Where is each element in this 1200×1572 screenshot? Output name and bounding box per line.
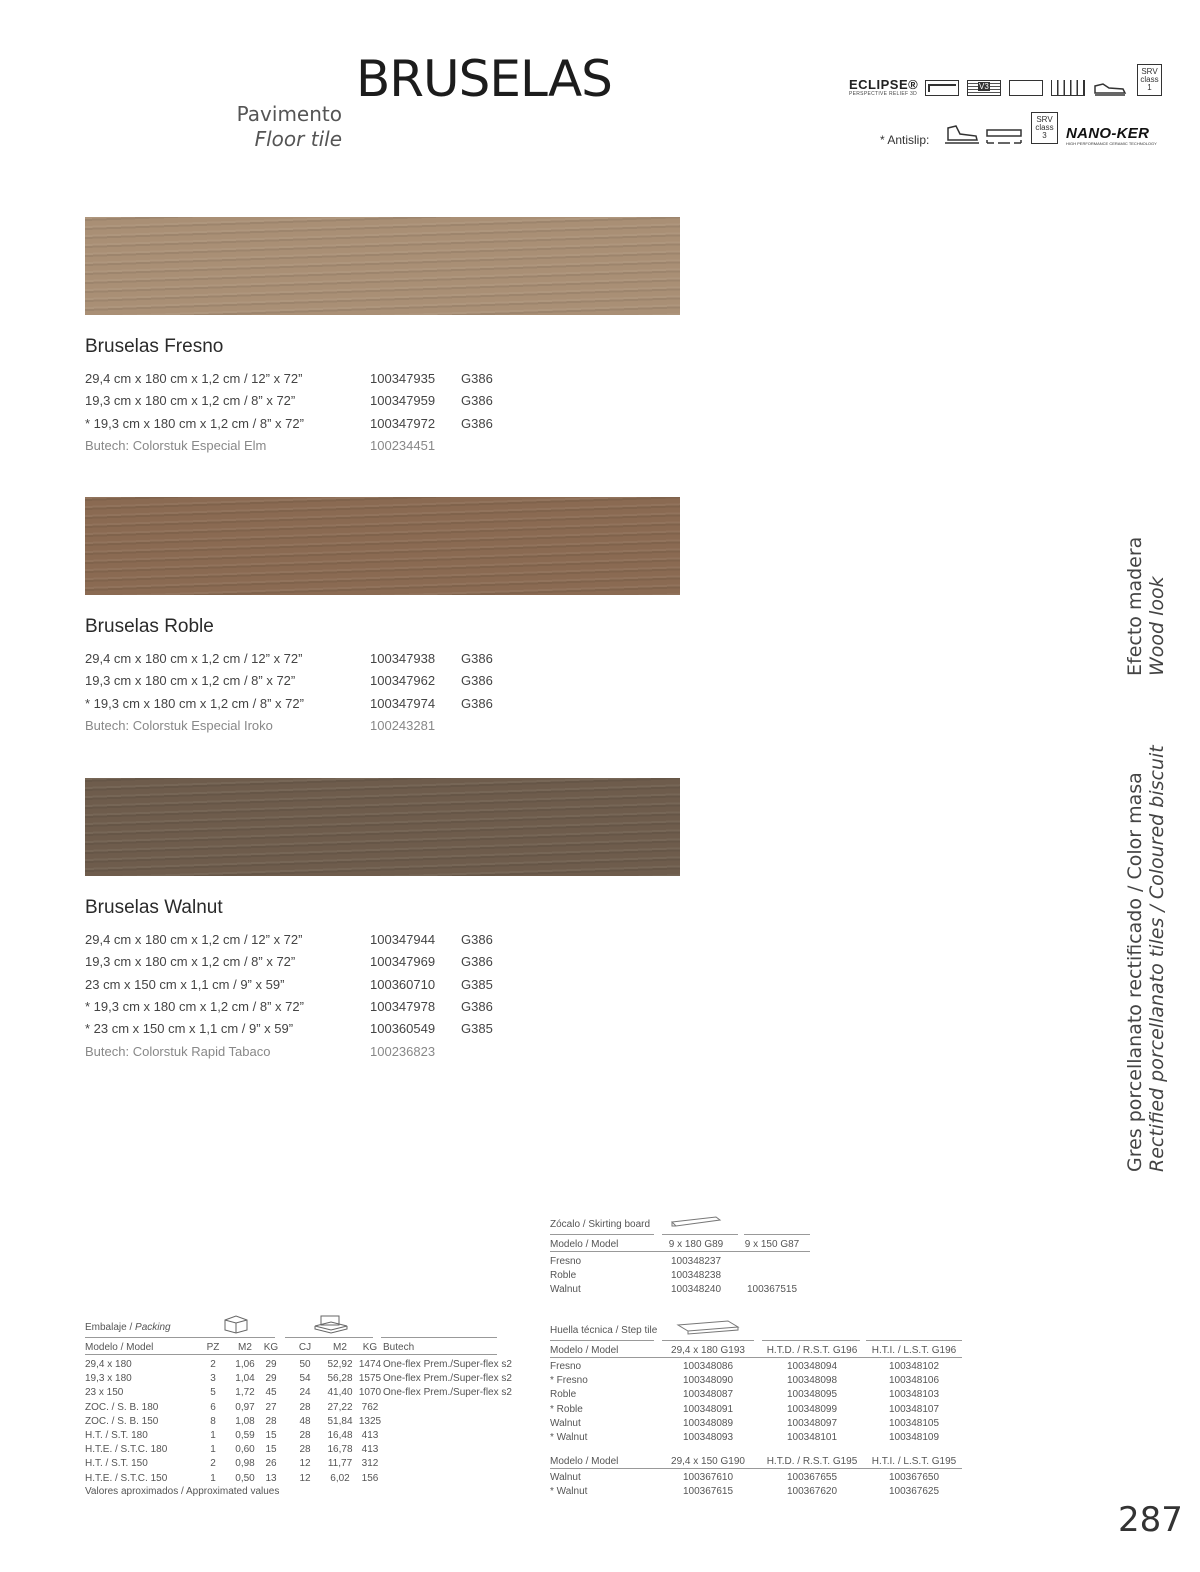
step-header: H.T.D. / R.S.T. G195 xyxy=(766,1456,858,1467)
packing-cell: 1,06 xyxy=(235,1359,255,1370)
price-group: G386 xyxy=(461,998,493,1014)
product-size-row xyxy=(85,1021,685,1039)
price-group: G385 xyxy=(461,1021,493,1037)
packing-cell: 28 xyxy=(299,1444,311,1456)
product-size-row xyxy=(85,673,685,691)
packing-cell: 27 xyxy=(265,1401,277,1413)
v3-variation-icon: V3 xyxy=(967,80,1001,96)
table-rule xyxy=(85,1337,275,1338)
packing-cell: 13 xyxy=(265,1472,277,1484)
step-cell: 100348106 xyxy=(888,1375,940,1387)
product-size-row xyxy=(85,954,685,972)
price-group: G386 xyxy=(461,393,493,409)
step-cell: Walnut xyxy=(550,1417,581,1429)
skirting-cell: 100348238 xyxy=(670,1270,722,1282)
packing-header: CJ xyxy=(298,1342,312,1353)
packing-cell: 2 xyxy=(210,1458,216,1470)
packing-cell: 1575 xyxy=(358,1373,382,1385)
packing-cell: 28 xyxy=(299,1430,311,1441)
packing-cell: 15 xyxy=(265,1444,277,1456)
packing-cell: 52,92 xyxy=(327,1359,353,1370)
packing-cell: 45 xyxy=(265,1387,277,1399)
table-rule xyxy=(285,1337,373,1338)
packing-cell: 11,77 xyxy=(327,1458,353,1470)
packing-header: Butech xyxy=(383,1342,415,1353)
packing-cell: 16,78 xyxy=(327,1444,353,1456)
packing-cell: 1474 xyxy=(358,1359,382,1370)
skirting-cell: 100348237 xyxy=(670,1256,722,1267)
size-dimensions: 19,3 cm x 180 cm x 1,2 cm / 8” x 72” xyxy=(85,393,296,409)
packing-cell: 0,97 xyxy=(235,1401,255,1413)
size-dimensions: * 19,3 cm x 180 cm x 1,2 cm / 8” x 72” xyxy=(85,695,304,711)
srv-class3-badge: SRV class 3 xyxy=(1031,112,1058,144)
price-group: G386 xyxy=(461,415,493,431)
skirting-title: Zócalo / Skirting board xyxy=(550,1219,651,1230)
skirting-board-icon xyxy=(670,1214,722,1233)
price-group: G386 xyxy=(461,932,493,947)
butech-code: 100243281 xyxy=(370,717,436,733)
packing-cell: 0,98 xyxy=(235,1458,255,1470)
product-name: Bruselas Walnut xyxy=(85,897,223,918)
size-dimensions: * 19,3 cm x 180 cm x 1,2 cm / 8” x 72” xyxy=(85,998,304,1014)
packing-cell: One-flex Prem./Super-flex s2 xyxy=(383,1373,512,1385)
skirting-header: Modelo / Model xyxy=(550,1239,619,1250)
packing-cell: 413 xyxy=(361,1430,379,1441)
packing-cell: 26 xyxy=(265,1458,277,1470)
step-cell: 100348103 xyxy=(888,1389,940,1401)
product-code: 100347962 xyxy=(370,673,436,689)
size-dimensions: 23 cm x 150 cm x 1,1 cm / 9” x 59” xyxy=(85,976,285,992)
packing-cell: 1,72 xyxy=(235,1387,255,1399)
product-size-row xyxy=(85,371,685,389)
table-rule xyxy=(550,1357,962,1358)
side-category-en: Rectified porcellanato tiles / Coloured biscuit xyxy=(1146,745,1168,1172)
size-dimensions: 29,4 cm x 180 cm x 1,2 cm / 12” x 72” xyxy=(85,932,303,947)
packing-cell: 24 xyxy=(299,1387,311,1399)
price-group: G386 xyxy=(461,954,493,970)
tile-edge-icon xyxy=(925,80,959,96)
price-group: G386 xyxy=(461,673,493,689)
packing-cell: 23 x 150 xyxy=(85,1387,124,1399)
skirting-cell: Fresno xyxy=(550,1256,582,1267)
step-cell: 100348089 xyxy=(682,1417,734,1429)
skirting-cell: 100367515 xyxy=(746,1284,798,1296)
step-cell: 100348097 xyxy=(786,1417,838,1429)
wood-tile-swatch xyxy=(85,217,680,315)
table-rule xyxy=(550,1234,654,1235)
price-group: G385 xyxy=(461,976,493,992)
packing-cell: 2 xyxy=(210,1359,216,1370)
packing-cell: 3 xyxy=(210,1373,216,1385)
packing-cell: H.T. / S.T. 150 xyxy=(85,1458,148,1470)
butech-row xyxy=(85,1044,685,1062)
product-size-row xyxy=(85,696,685,714)
step-cell: 100348086 xyxy=(682,1361,734,1372)
packing-cell: 413 xyxy=(361,1444,379,1456)
step-cell: * Roble xyxy=(550,1403,583,1415)
table-rule xyxy=(662,1340,754,1341)
packing-cell: H.T. / S.T. 180 xyxy=(85,1430,148,1441)
size-dimensions: * 19,3 cm x 180 cm x 1,2 cm / 8” x 72” xyxy=(85,415,304,431)
antislip-shoe-icon xyxy=(944,122,980,146)
product-code: 100347938 xyxy=(370,651,436,666)
step-header: 29,4 x 180 G193 xyxy=(671,1345,745,1356)
packing-cell: 1 xyxy=(210,1430,216,1441)
nanoker-logo: NANO-KER xyxy=(1066,125,1150,142)
packing-cell: 8 xyxy=(210,1415,216,1427)
table-rule xyxy=(762,1340,860,1341)
packing-cell: 0,60 xyxy=(235,1444,255,1456)
pallet-icon xyxy=(313,1312,349,1337)
product-code: 100347978 xyxy=(370,998,436,1014)
product-code: 100347935 xyxy=(370,371,436,386)
packing-title: Embalaje / Packing xyxy=(85,1322,171,1333)
product-size-row xyxy=(85,977,685,995)
step-cell: 100348098 xyxy=(786,1375,838,1387)
nanoker-subtitle: HIGH PERFORMANCE CERAMIC TECHNOLOGY xyxy=(1066,141,1157,146)
step-cell: 100348109 xyxy=(888,1432,940,1443)
table-rule xyxy=(550,1468,962,1469)
step-cell: * Walnut xyxy=(550,1486,588,1498)
shoe-traffic-icon xyxy=(1093,77,1127,97)
table-rule xyxy=(866,1340,962,1341)
packing-cell: 29,4 x 180 xyxy=(85,1359,132,1370)
step-cell: 100367620 xyxy=(786,1486,838,1498)
step-cell: 100348099 xyxy=(786,1403,838,1415)
skirting-cell: Roble xyxy=(550,1270,577,1282)
packing-cell: 1 xyxy=(210,1472,216,1484)
packing-cell: 312 xyxy=(361,1458,379,1470)
antislip-label: * Antislip: xyxy=(880,133,930,147)
srv-class1-badge: SRV class 1 xyxy=(1137,64,1162,96)
packing-cell: 54 xyxy=(299,1373,311,1385)
packing-cell: H.T.E. / S.T.C. 180 xyxy=(85,1444,168,1456)
product-code: 100347972 xyxy=(370,415,436,431)
packing-cell: ZOC. / S. B. 150 xyxy=(85,1415,159,1427)
butech-code: 100234451 xyxy=(370,437,436,453)
packing-header: M2 xyxy=(333,1342,347,1353)
price-group: G386 xyxy=(461,651,493,666)
step-cell: Walnut xyxy=(550,1472,581,1483)
step-cell: 100367615 xyxy=(682,1486,734,1498)
step-cell: 100348102 xyxy=(888,1361,940,1372)
wall-floor-icon xyxy=(1051,80,1085,96)
packing-cell: 762 xyxy=(361,1401,379,1413)
packing-cell: 6 xyxy=(210,1401,216,1413)
step-header: Modelo / Model xyxy=(550,1345,619,1356)
packing-cell: 0,59 xyxy=(235,1430,255,1441)
step-header: H.T.I. / L.S.T. G196 xyxy=(871,1345,957,1356)
page-title: BRUSELAS xyxy=(356,50,612,108)
packing-cell: 1,08 xyxy=(235,1415,255,1427)
wood-tile-swatch xyxy=(85,778,680,876)
packing-header: KG xyxy=(263,1342,279,1353)
table-rule xyxy=(744,1234,810,1235)
box-icon xyxy=(223,1314,249,1337)
step-header: H.T.D. / R.S.T. G196 xyxy=(766,1345,858,1356)
product-code: 100347944 xyxy=(370,932,436,947)
product-code: 100347974 xyxy=(370,695,436,711)
step-cell: 100348094 xyxy=(786,1361,838,1372)
side-wood-look-es: Efecto madera xyxy=(1124,536,1146,676)
packing-cell: One-flex Prem./Super-flex s2 xyxy=(383,1359,512,1370)
size-dimensions: * 23 cm x 150 cm x 1,1 cm / 9” x 59” xyxy=(85,1021,294,1037)
step-title: Huella técnica / Step tile xyxy=(550,1325,658,1336)
packing-cell: H.T.E. / S.T.C. 150 xyxy=(85,1472,168,1484)
antislip-surface-icon xyxy=(986,128,1022,146)
step-cell: * Walnut xyxy=(550,1432,588,1443)
step-header: 29,4 x 150 G190 xyxy=(671,1456,745,1467)
packing-cell: 15 xyxy=(265,1430,277,1441)
table-rule xyxy=(550,1340,654,1341)
packing-cell: 0,50 xyxy=(235,1472,255,1484)
step-cell: Roble xyxy=(550,1389,577,1401)
packing-cell: 5 xyxy=(210,1387,216,1399)
packing-header: PZ xyxy=(206,1342,220,1353)
side-wood-look-en: Wood look xyxy=(1146,576,1168,676)
butech-label: Butech: Colorstuk Rapid Tabaco xyxy=(85,1043,271,1059)
packing-cell: 28 xyxy=(299,1401,311,1413)
price-group: G386 xyxy=(461,371,493,386)
step-cell: 100367625 xyxy=(888,1486,940,1498)
product-code: 100360710 xyxy=(370,976,436,992)
butech-label: Butech: Colorstuk Especial Elm xyxy=(85,437,267,453)
size-dimensions: 19,3 cm x 180 cm x 1,2 cm / 8” x 72” xyxy=(85,673,296,689)
packing-table xyxy=(85,1310,512,1510)
packing-cell: 1,04 xyxy=(235,1373,255,1385)
subtitle-es: Pavimento xyxy=(236,102,342,126)
packing-cell: 27,22 xyxy=(327,1401,353,1413)
packing-cell: ZOC. / S. B. 180 xyxy=(85,1401,159,1413)
packing-cell: 29 xyxy=(265,1359,277,1370)
butech-row xyxy=(85,718,685,736)
packing-cell: 28 xyxy=(265,1415,277,1427)
size-dimensions: 19,3 cm x 180 cm x 1,2 cm / 8” x 72” xyxy=(85,954,296,970)
step-cell: 100367610 xyxy=(682,1472,734,1483)
product-name: Bruselas Fresno xyxy=(85,336,224,357)
product-name: Bruselas Roble xyxy=(85,616,214,637)
side-category-es: Gres porcellanato rectificado / Color masa xyxy=(1124,772,1146,1172)
packing-cell: 56,28 xyxy=(327,1373,353,1385)
step-cell: 100348095 xyxy=(786,1389,838,1401)
step-tile-icon xyxy=(676,1319,740,1338)
packing-cell: 1070 xyxy=(358,1387,382,1399)
packing-cell: 1 xyxy=(210,1444,216,1456)
table-rule xyxy=(381,1337,497,1338)
step-cell: 100348093 xyxy=(682,1432,734,1443)
butech-code: 100236823 xyxy=(370,1043,436,1059)
table-rule xyxy=(662,1234,738,1235)
product-size-row xyxy=(85,932,685,950)
eclipse-logo: ECLIPSE® xyxy=(849,77,919,92)
product-size-row xyxy=(85,416,685,434)
step-cell: Fresno xyxy=(550,1361,582,1372)
product-size-row xyxy=(85,651,685,669)
packing-cell: 29 xyxy=(265,1373,277,1385)
size-dimensions: 29,4 cm x 180 cm x 1,2 cm / 12” x 72” xyxy=(85,371,303,386)
subtitle-en: Floor tile xyxy=(254,127,342,151)
step-cell: 100348101 xyxy=(786,1432,838,1443)
packing-cell: 6,02 xyxy=(330,1472,350,1484)
skirting-header: 9 x 150 G87 xyxy=(744,1239,800,1250)
packing-cell: 41,40 xyxy=(327,1387,353,1399)
step-tile-table xyxy=(550,1318,970,1508)
packing-cell: 16,48 xyxy=(327,1430,353,1441)
step-cell: 100348105 xyxy=(888,1417,940,1429)
step-cell: 100348087 xyxy=(682,1389,734,1401)
packing-header: KG xyxy=(362,1342,378,1353)
packing-header: Modelo / Model xyxy=(85,1342,154,1353)
skirting-board-table xyxy=(550,1212,820,1302)
packing-cell: 50 xyxy=(299,1359,311,1370)
step-cell: 100348091 xyxy=(682,1403,734,1415)
price-group: G386 xyxy=(461,695,493,711)
packing-cell: 12 xyxy=(299,1472,311,1484)
wood-tile-swatch xyxy=(85,497,680,595)
rectified-icon xyxy=(1009,80,1043,96)
step-header: H.T.I. / L.S.T. G195 xyxy=(871,1456,957,1467)
step-cell: 100348107 xyxy=(888,1403,940,1415)
packing-footnote: Valores aproximados / Approximated values xyxy=(85,1486,280,1497)
product-code: 100360549 xyxy=(370,1021,436,1037)
product-code: 100347969 xyxy=(370,954,436,970)
size-dimensions: 29,4 cm x 180 cm x 1,2 cm / 12” x 72” xyxy=(85,651,303,666)
table-rule xyxy=(85,1354,497,1355)
skirting-cell: 100348240 xyxy=(670,1284,722,1296)
product-size-row xyxy=(85,393,685,411)
product-code: 100347959 xyxy=(370,393,436,409)
skirting-header: 9 x 180 G89 xyxy=(668,1239,724,1250)
page-number: 287 xyxy=(1118,1500,1183,1540)
packing-cell: 12 xyxy=(299,1458,311,1470)
butech-row xyxy=(85,438,685,456)
packing-cell: 1325 xyxy=(358,1415,382,1427)
table-rule xyxy=(550,1251,810,1252)
step-cell: 100367655 xyxy=(786,1472,838,1483)
skirting-cell: Walnut xyxy=(550,1284,581,1296)
packing-header: M2 xyxy=(238,1342,252,1353)
packing-cell: One-flex Prem./Super-flex s2 xyxy=(383,1387,512,1399)
butech-label: Butech: Colorstuk Especial Iroko xyxy=(85,717,273,733)
step-cell: 100348090 xyxy=(682,1375,734,1387)
step-cell: 100367650 xyxy=(888,1472,940,1483)
step-header: Modelo / Model xyxy=(550,1456,619,1467)
packing-cell: 19,3 x 180 xyxy=(85,1373,132,1385)
packing-cell: 51,84 xyxy=(327,1415,353,1427)
eclipse-subtitle: PERSPECTIVE RELIEF 3D xyxy=(849,91,917,97)
product-size-row xyxy=(85,999,685,1017)
step-cell: * Fresno xyxy=(550,1375,588,1387)
packing-cell: 48 xyxy=(299,1415,311,1427)
packing-cell: 156 xyxy=(361,1472,379,1484)
